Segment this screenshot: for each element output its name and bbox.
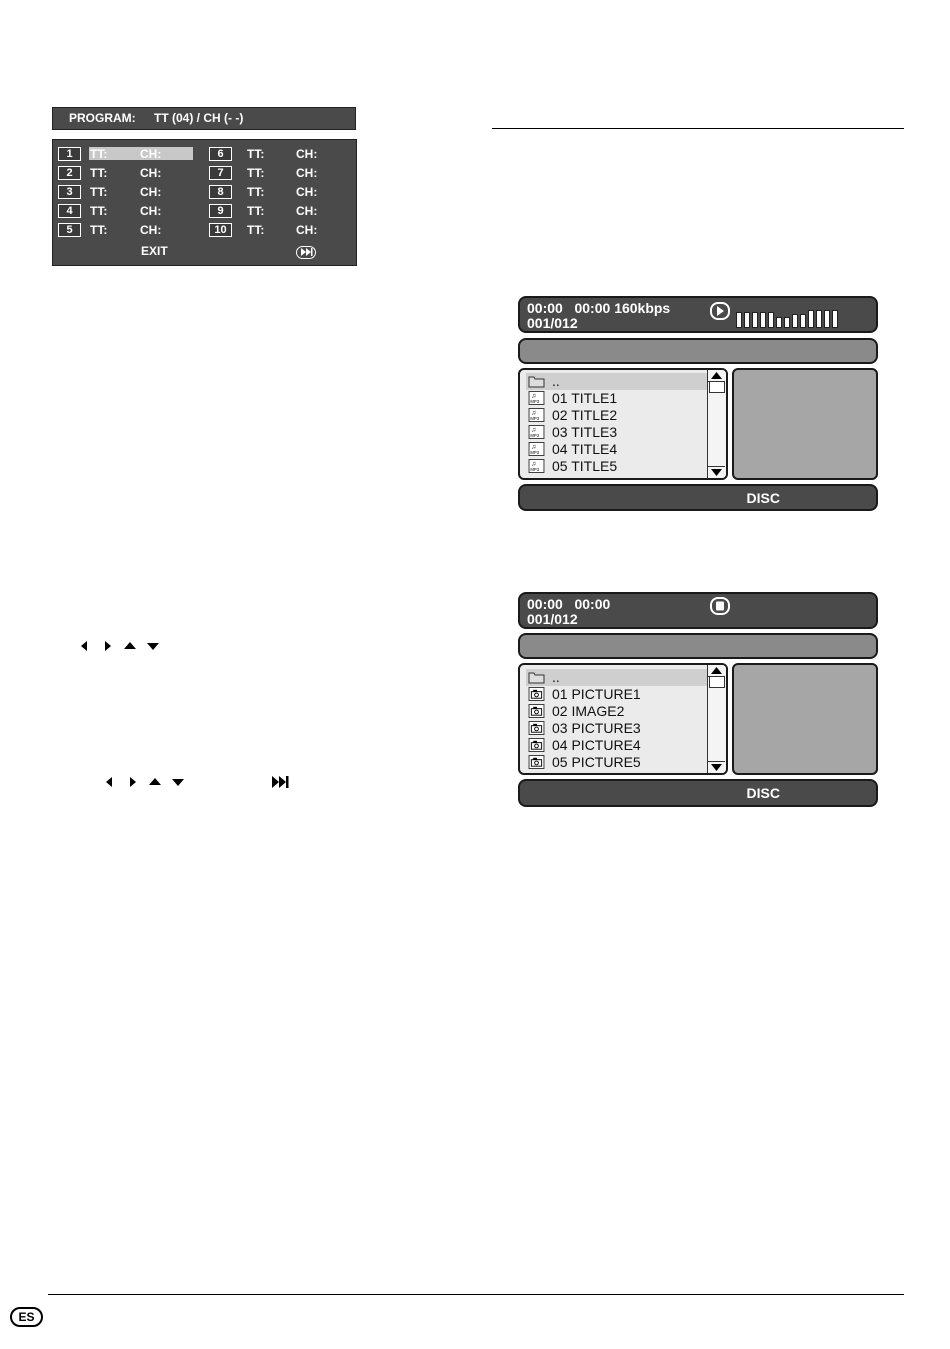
total-time: 00:00 <box>574 300 611 316</box>
list-item[interactable] <box>526 703 710 720</box>
program-label: PROGRAM: <box>69 111 136 125</box>
play-icon <box>710 302 730 320</box>
jpeg-path-bar <box>518 633 878 659</box>
ch-label: CH: <box>296 204 318 218</box>
svg-text:MP3: MP3 <box>530 433 540 439</box>
list-item[interactable] <box>526 407 710 424</box>
item-label: 01 TITLE1 <box>552 390 618 406</box>
equalizer-bar <box>736 312 742 328</box>
item-label: 05 PICTURE5 <box>552 754 641 770</box>
ch-label: CH: <box>296 147 318 161</box>
scrollbar[interactable] <box>707 370 726 478</box>
bitrate: 160kbps <box>614 300 671 316</box>
tt-label: TT: <box>247 147 265 161</box>
slot-number: 5 <box>58 223 81 237</box>
tt-label: TT: <box>90 223 108 237</box>
scroll-down-icon[interactable] <box>708 466 725 478</box>
equalizer-bar <box>800 314 806 328</box>
tt-label: TT: <box>90 185 108 199</box>
slot-number: 6 <box>209 147 232 161</box>
svg-text:♫: ♫ <box>531 460 537 468</box>
program-value: TT (04) / CH (- -) <box>154 111 244 125</box>
skip-next-symbol <box>271 774 291 795</box>
item-label: 03 TITLE3 <box>552 424 618 440</box>
ch-label: CH: <box>140 223 162 237</box>
folder-icon <box>528 374 545 388</box>
program-grid <box>52 139 357 266</box>
item-label: 03 PICTURE3 <box>552 720 641 736</box>
program-header <box>52 107 356 130</box>
slot-number: 1 <box>58 147 81 161</box>
list-item[interactable] <box>526 441 710 458</box>
slot-number: 7 <box>209 166 232 180</box>
tt-label: TT: <box>247 185 265 199</box>
list-item[interactable] <box>526 720 710 737</box>
slot-number: 2 <box>58 166 81 180</box>
mp3-disc-bar <box>518 484 878 511</box>
mp3-file-icon <box>528 425 545 439</box>
elapsed-time: 00:00 <box>527 300 563 316</box>
svg-text:MP3: MP3 <box>530 416 540 422</box>
equalizer-bar <box>752 312 758 328</box>
equalizer-bar <box>784 317 790 328</box>
list-item[interactable] <box>526 754 710 771</box>
list-item-parent[interactable] <box>526 669 710 686</box>
ch-label: CH: <box>140 204 162 218</box>
ch-label: CH: <box>296 223 318 237</box>
svg-text:♫: ♫ <box>531 392 537 400</box>
item-label: 05 TITLE5 <box>552 458 618 474</box>
svg-text:MP3: MP3 <box>530 450 540 456</box>
mp3-preview-pane <box>732 368 878 480</box>
ch-label: CH: <box>140 185 162 199</box>
svg-text:♫: ♫ <box>531 426 537 434</box>
list-item[interactable] <box>526 458 710 475</box>
tt-label: TT: <box>90 166 108 180</box>
list-item-parent[interactable] <box>526 373 710 390</box>
ch-label: CH: <box>140 147 162 161</box>
scrollbar[interactable] <box>707 665 726 773</box>
disc-label: DISC <box>746 490 780 506</box>
picture-counter: 001/012 <box>527 611 578 627</box>
scroll-thumb[interactable] <box>709 381 725 393</box>
item-label: 01 PICTURE1 <box>552 686 641 702</box>
svg-text:MP3: MP3 <box>530 399 540 405</box>
exit-button[interactable]: EXIT <box>141 244 168 258</box>
slot-number: 4 <box>58 204 81 218</box>
scroll-down-icon[interactable] <box>708 761 725 773</box>
tt-label: TT: <box>247 204 265 218</box>
slot-number: 8 <box>209 185 232 199</box>
item-label: 02 IMAGE2 <box>552 703 625 719</box>
tt-label: TT: <box>247 223 265 237</box>
track-counter: 001/012 <box>527 315 578 331</box>
arrow-keys-icon <box>103 774 187 790</box>
jpeg-preview-pane <box>732 663 878 775</box>
list-item[interactable] <box>526 390 710 407</box>
equalizer-bar <box>824 310 830 328</box>
image-file-icon <box>528 687 545 701</box>
image-file-icon <box>528 704 545 718</box>
equalizer-bar <box>832 310 838 328</box>
jpeg-file-list[interactable] <box>518 663 728 775</box>
list-item[interactable] <box>526 686 710 703</box>
equalizer-bar <box>760 312 766 328</box>
skip-next-icon <box>271 774 291 790</box>
mp3-file-icon <box>528 408 545 422</box>
arrow-keys-row-2 <box>103 774 187 795</box>
list-item[interactable] <box>526 424 710 441</box>
equalizer-bar <box>792 314 798 328</box>
elapsed-time: 00:00 <box>527 596 563 612</box>
equalizer-bar <box>744 312 750 328</box>
svg-text:MP3: MP3 <box>530 467 540 473</box>
equalizer-bar <box>816 310 822 328</box>
disc-label: DISC <box>746 785 780 801</box>
equalizer-bar <box>808 310 814 328</box>
tt-label: TT: <box>90 147 108 161</box>
folder-icon <box>528 670 545 684</box>
mp3-status-bar <box>518 296 878 333</box>
tt-label: TT: <box>247 166 265 180</box>
skip-next-icon <box>298 247 315 257</box>
jpeg-status-bar <box>518 592 878 629</box>
mp3-path-bar <box>518 338 878 364</box>
arrow-keys-icon <box>78 638 162 654</box>
image-file-icon <box>528 721 545 735</box>
language-badge: ES <box>10 1307 43 1327</box>
svg-text:♫: ♫ <box>531 443 537 451</box>
list-item[interactable] <box>526 737 710 754</box>
mp3-time-line <box>527 300 670 316</box>
tt-label: TT: <box>90 204 108 218</box>
section-rule <box>492 128 904 129</box>
jpeg-disc-bar <box>518 779 878 807</box>
equalizer-bar <box>768 312 774 328</box>
equalizer-bars <box>736 310 840 328</box>
total-time: 00:00 <box>574 596 611 612</box>
skip-next-button[interactable] <box>296 246 316 259</box>
svg-text:♫: ♫ <box>531 409 537 417</box>
item-label: .. <box>552 669 560 685</box>
slot-number: 9 <box>209 204 232 218</box>
footer-rule <box>48 1294 904 1295</box>
scroll-thumb[interactable] <box>709 676 725 688</box>
equalizer-bar <box>776 317 782 328</box>
slot-number: 10 <box>209 223 232 237</box>
item-label: 02 TITLE2 <box>552 407 618 423</box>
image-file-icon <box>528 738 545 752</box>
item-label: .. <box>552 373 560 389</box>
jpeg-time-line <box>527 596 610 612</box>
ch-label: CH: <box>140 166 162 180</box>
stop-icon <box>710 597 730 615</box>
mp3-file-list[interactable] <box>518 368 728 480</box>
arrow-keys-row-1 <box>78 638 162 659</box>
ch-label: CH: <box>296 185 318 199</box>
item-label: 04 TITLE4 <box>552 441 618 457</box>
image-file-icon <box>528 755 545 769</box>
mp3-file-icon <box>528 391 545 405</box>
slot-number: 3 <box>58 185 81 199</box>
mp3-file-icon <box>528 459 545 473</box>
item-label: 04 PICTURE4 <box>552 737 641 753</box>
ch-label: CH: <box>296 166 318 180</box>
mp3-file-icon <box>528 442 545 456</box>
